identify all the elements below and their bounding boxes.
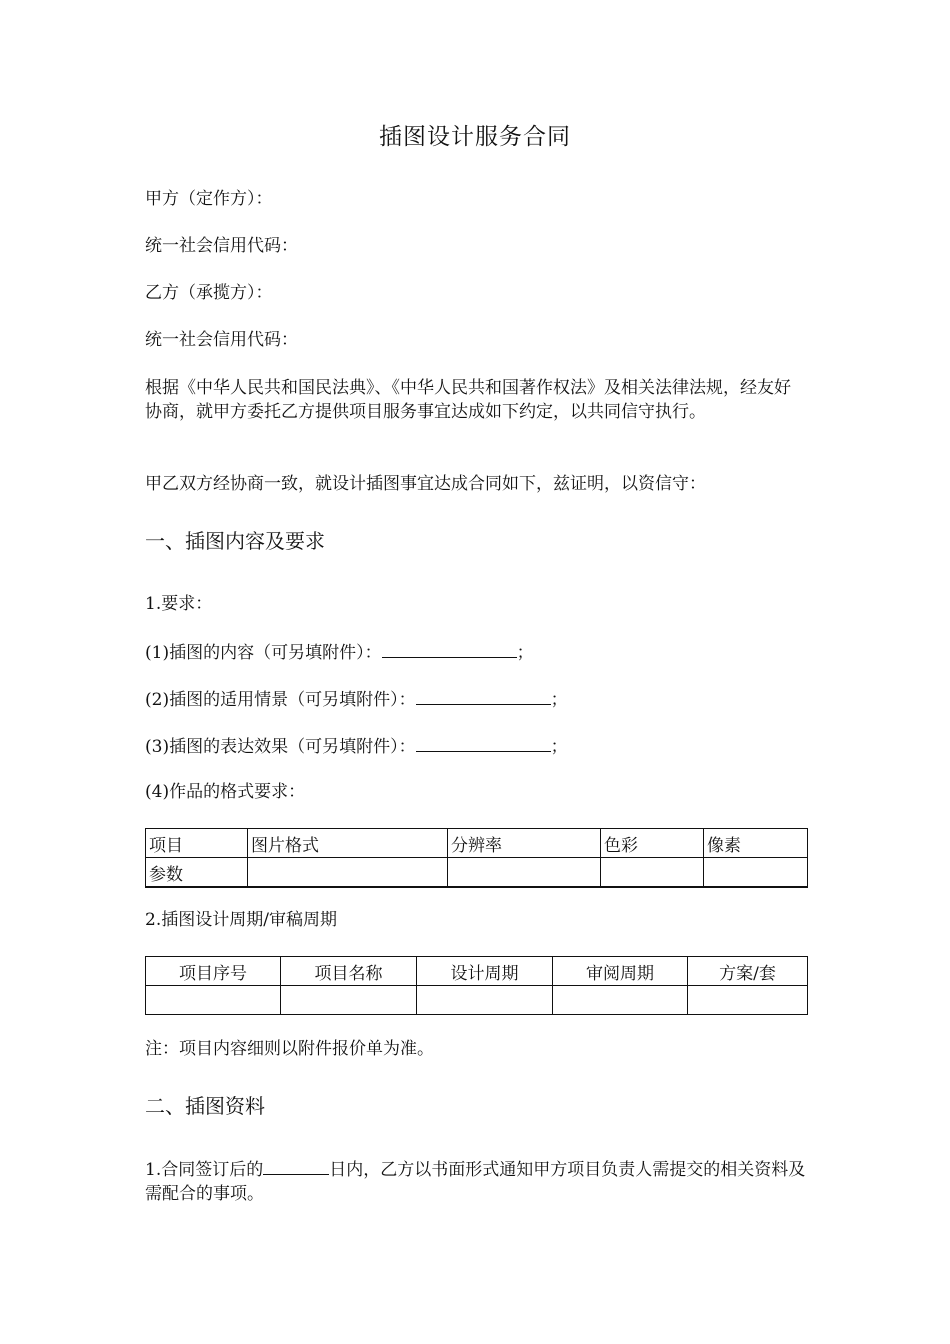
content-blank-field[interactable]	[382, 639, 517, 658]
table-header-cell: 项目	[146, 829, 248, 858]
credit-code-b-line: 统一社会信用代码：	[145, 330, 298, 350]
cycle-table	[145, 956, 808, 1015]
table-cell[interactable]	[417, 986, 553, 1015]
section-2-heading: 二、插图资料	[145, 1094, 265, 1118]
table-header-cell: 分辨率	[448, 829, 601, 858]
paragraph-end: 日内，乙方以书面形式通知甲方项目负责人需提交的相关资料及需配合的事项。	[145, 1160, 806, 1204]
scenario-blank-field[interactable]	[416, 686, 551, 705]
effect-blank-field[interactable]	[416, 733, 551, 752]
requirements-label: 1.要求：	[145, 594, 213, 614]
table-cell[interactable]	[248, 858, 448, 888]
table-cell[interactable]	[448, 858, 601, 888]
table-cell[interactable]	[688, 986, 808, 1015]
table-header-cell: 方案/套	[688, 957, 808, 986]
requirement-item-3-label: (3)插图的表达效果（可另填附件）：	[145, 737, 416, 757]
table-row	[146, 986, 808, 1015]
table-header-row	[146, 829, 808, 858]
item-terminator: ；	[550, 690, 568, 710]
table-cell[interactable]	[281, 986, 417, 1015]
requirement-item-2	[145, 686, 568, 712]
format-table	[145, 828, 808, 888]
days-blank-field[interactable]	[263, 1156, 329, 1175]
table-header-cell: 图片格式	[248, 829, 448, 858]
cycle-label: 2.插图设计周期/审稿周期	[145, 910, 337, 930]
table-cell[interactable]	[553, 986, 688, 1015]
credit-code-a-line: 统一社会信用代码：	[145, 236, 298, 256]
table-cell[interactable]	[601, 858, 704, 888]
agreement-line: 甲乙双方经协商一致，就设计插图事宜达成合同如下，兹证明，以资信守：	[145, 474, 706, 494]
intro-paragraph: 根据《中华人民共和国民法典》、《中华人民共和国著作权法》及相关法律法规，经友好协商，就甲方委托乙方提供项目服务事宜达成如下约定，以共同信守执行。	[145, 378, 791, 422]
paragraph-start: 1.合同签订后的	[145, 1160, 264, 1180]
table-header-cell: 项目名称	[281, 957, 417, 986]
party-b-line: 乙方（承揽方）：	[145, 283, 273, 303]
table-header-cell: 审阅周期	[553, 957, 688, 986]
section-1-heading: 一、插图内容及要求	[145, 529, 325, 553]
table-cell[interactable]	[146, 986, 281, 1015]
note-line: 注：项目内容细则以附件报价单为准。	[145, 1039, 434, 1059]
party-a-line: 甲方（定作方）：	[145, 189, 273, 209]
table-cell[interactable]	[704, 858, 808, 888]
document-title: 插图设计服务合同	[379, 124, 571, 150]
requirement-item-3	[145, 733, 568, 759]
requirement-item-2-label: (2)插图的适用情景（可另填附件）：	[145, 690, 416, 710]
table-row	[146, 858, 808, 888]
table-header-cell: 色彩	[601, 829, 704, 858]
item-terminator: ；	[550, 737, 568, 757]
table-header-row	[146, 957, 808, 986]
table-header-cell: 设计周期	[417, 957, 553, 986]
table-header-cell: 像素	[704, 829, 808, 858]
table-cell: 参数	[146, 858, 248, 888]
section-2-paragraph-1	[145, 1156, 807, 1206]
requirement-item-1-label: (1)插图的内容（可另填附件）：	[145, 643, 382, 663]
requirement-item-1	[145, 639, 534, 665]
item-terminator: ；	[516, 643, 534, 663]
format-requirements-label: (4)作品的格式要求：	[145, 782, 306, 802]
table-header-cell: 项目序号	[146, 957, 281, 986]
